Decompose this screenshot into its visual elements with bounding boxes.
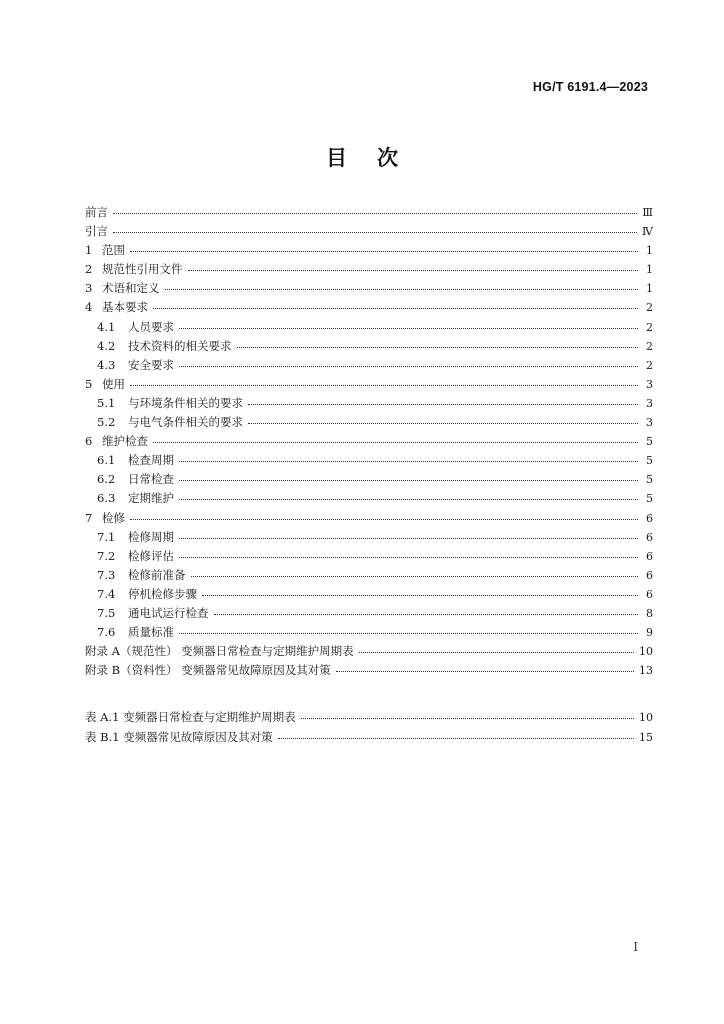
toc-entry-number: 7.5 xyxy=(97,605,116,620)
toc-entry[interactable] xyxy=(85,432,653,451)
toc-entry-title: 检查周期 xyxy=(128,453,174,468)
dot-leader xyxy=(113,203,637,214)
toc-entry-label xyxy=(97,337,232,356)
toc-entry-title: 技术资料的相关要求 xyxy=(128,338,232,353)
toc-entry-number: 5 xyxy=(85,376,93,391)
toc-entry-number: 7 xyxy=(85,510,93,525)
toc-entry-page: 6 xyxy=(646,549,653,563)
toc-entry-title: 与电气条件相关的要求 xyxy=(128,415,243,430)
toc-entry-number: 4.3 xyxy=(97,357,116,372)
toc-entry[interactable] xyxy=(85,260,653,279)
toc-entry-title: 检修前准备 xyxy=(128,567,186,582)
toc-entry-page: 6 xyxy=(646,530,653,544)
toc-entry-title: 安全要求 xyxy=(128,357,174,372)
toc-entry-number: 1 xyxy=(85,243,93,258)
toc-entry-page: 6 xyxy=(646,511,653,525)
toc-entry-page: 1 xyxy=(646,244,653,258)
dot-leader xyxy=(113,222,637,233)
toc-entry-title: 停机检修步骤 xyxy=(128,586,197,601)
dot-leader xyxy=(179,489,638,500)
dot-leader xyxy=(130,509,638,520)
dot-leader xyxy=(179,623,638,634)
toc-entry-title: 范围 xyxy=(102,243,125,258)
toc-entry-title: 定期维护 xyxy=(128,491,174,506)
toc-entry-title: 检修评估 xyxy=(128,548,174,563)
toc-entry-page: 2 xyxy=(646,301,653,315)
toc-entry-label xyxy=(97,356,174,375)
dot-leader xyxy=(165,279,639,290)
toc-entry[interactable] xyxy=(85,604,653,623)
toc-entry-title: 附录 B（资料性） 变频器常见故障原因及其对策 xyxy=(85,663,331,678)
toc-entry-page: 10 xyxy=(639,645,653,659)
dot-leader xyxy=(179,547,638,558)
toc-entry-label xyxy=(85,203,108,222)
toc-entry-number: 4.2 xyxy=(97,338,116,353)
toc-entry[interactable] xyxy=(85,203,653,222)
toc-entry-label xyxy=(97,394,243,413)
toc-entry-label xyxy=(97,413,243,432)
toc-entry[interactable] xyxy=(85,356,653,375)
toc-entry-page: 3 xyxy=(646,396,653,410)
toc-entry-label xyxy=(85,375,125,394)
toc-entry-page: 3 xyxy=(646,377,653,391)
toc-entry-page: 5 xyxy=(646,454,653,468)
toc-entry[interactable] xyxy=(85,547,653,566)
toc-entry[interactable] xyxy=(85,509,653,528)
toc-entry-title: 术语和定义 xyxy=(102,281,160,296)
dot-leader xyxy=(153,298,638,309)
toc-entry[interactable] xyxy=(85,661,653,680)
dot-leader xyxy=(359,642,634,653)
toc-entry-number: 5.2 xyxy=(97,415,116,430)
toc-entry-title: 日常检查 xyxy=(128,472,174,487)
toc-entry-number: 7.2 xyxy=(97,548,116,563)
toc-entry-label xyxy=(85,241,125,260)
table-list xyxy=(85,708,653,748)
toc-entry-label xyxy=(85,661,331,680)
toc-entry-label xyxy=(97,318,174,337)
table-of-contents xyxy=(85,203,653,680)
toc-entry[interactable] xyxy=(85,375,653,394)
toc-entry-label xyxy=(97,604,209,623)
toc-entry-title: 检修 xyxy=(102,510,125,525)
toc-entry-page: 6 xyxy=(646,587,653,601)
toc-entry-number: 7.4 xyxy=(97,586,116,601)
toc-entry-number: 4.1 xyxy=(97,319,116,334)
dot-leader xyxy=(179,356,638,367)
dot-leader xyxy=(179,528,638,539)
toc-entry-title: 前言 xyxy=(85,205,108,219)
toc-entry-page: 6 xyxy=(646,568,653,582)
toc-entry-page: 3 xyxy=(646,416,653,430)
dot-leader xyxy=(202,585,638,596)
dot-leader xyxy=(248,394,638,405)
toc-entry-page: 13 xyxy=(639,664,653,678)
toc-entry-label xyxy=(85,509,125,528)
toc-entry-label xyxy=(97,623,174,642)
toc-entry-label xyxy=(85,279,160,298)
dot-leader xyxy=(153,432,638,443)
toc-entry-number: 7.3 xyxy=(97,567,116,582)
toc-entry-page: 2 xyxy=(646,358,653,372)
toc-entry-number: 2 xyxy=(85,262,93,277)
toc-entry-number: 6.2 xyxy=(97,472,116,487)
toc-entry[interactable] xyxy=(85,566,653,585)
table-entry-page: 10 xyxy=(639,711,653,724)
toc-entry-page: 1 xyxy=(646,282,653,296)
toc-entry[interactable] xyxy=(85,642,653,661)
toc-entry-number: 3 xyxy=(85,281,93,296)
dot-leader xyxy=(179,451,638,462)
dot-leader xyxy=(248,413,638,424)
toc-entry-label xyxy=(85,222,108,241)
toc-entry-page: 9 xyxy=(646,626,653,640)
dot-leader xyxy=(188,260,639,271)
toc-entry[interactable] xyxy=(85,298,653,317)
toc-entry-page: 2 xyxy=(646,320,653,334)
toc-entry-title: 基本要求 xyxy=(102,300,148,315)
toc-entry-label xyxy=(97,470,174,489)
toc-entry-title: 质量标准 xyxy=(128,625,174,640)
dot-leader xyxy=(237,337,639,348)
dot-leader xyxy=(301,708,634,719)
toc-entry[interactable] xyxy=(85,451,653,470)
dot-leader xyxy=(179,318,638,329)
toc-entry-label xyxy=(85,642,354,661)
toc-entry-title: 附录 A（规范性） 变频器日常检查与定期维护周期表 xyxy=(85,644,354,659)
table-entry-title: 表 A.1 变频器日常检查与定期维护周期表 xyxy=(85,710,296,724)
toc-entry-title: 规范性引用文件 xyxy=(102,262,183,277)
toc-entry-title: 检修周期 xyxy=(128,529,174,544)
toc-entry-label xyxy=(97,451,174,470)
toc-entry-title: 引言 xyxy=(85,224,108,239)
dot-leader xyxy=(336,661,634,672)
toc-entry[interactable] xyxy=(85,528,653,547)
toc-entry-label xyxy=(97,566,186,585)
toc-entry-page: Ⅳ xyxy=(642,225,653,239)
table-entry-title: 表 B.1 变频器常见故障原因及其对策 xyxy=(85,730,273,744)
toc-entry[interactable] xyxy=(85,337,653,356)
toc-entry-page: 1 xyxy=(646,263,653,277)
toc-entry-title: 通电试运行检查 xyxy=(128,605,209,620)
toc-entry-label xyxy=(85,298,148,317)
toc-entry-label xyxy=(85,432,148,451)
toc-entry-label xyxy=(97,528,174,547)
dot-leader xyxy=(130,375,638,386)
toc-entry-title: 使用 xyxy=(102,376,125,391)
table-entry[interactable] xyxy=(85,728,653,748)
toc-entry-label xyxy=(97,489,174,508)
toc-entry-page: 5 xyxy=(646,492,653,506)
toc-entry-label xyxy=(97,585,197,604)
dot-leader xyxy=(214,604,639,615)
toc-entry-page: 5 xyxy=(646,435,653,449)
dot-leader xyxy=(191,566,639,577)
toc-entry[interactable] xyxy=(85,241,653,260)
table-entry-page: 15 xyxy=(639,731,653,744)
toc-entry-page: Ⅲ xyxy=(642,206,653,219)
page-number: I xyxy=(633,940,638,954)
toc-entry-number: 4 xyxy=(85,300,93,315)
toc-entry-title: 人员要求 xyxy=(128,319,174,334)
toc-entry-number: 6.3 xyxy=(97,491,116,506)
toc-entry-number: 6.1 xyxy=(97,453,116,468)
toc-entry-title: 与环境条件相关的要求 xyxy=(128,395,243,410)
toc-entry-page: 2 xyxy=(646,339,653,353)
toc-entry[interactable] xyxy=(85,413,653,432)
toc-entry-number: 7.1 xyxy=(97,529,116,544)
dot-leader xyxy=(130,241,638,252)
toc-entry[interactable] xyxy=(85,394,653,413)
dot-leader xyxy=(278,728,634,739)
toc-entry-number: 6 xyxy=(85,434,93,449)
toc-entry-title: 维护检查 xyxy=(102,434,148,449)
toc-entry[interactable] xyxy=(85,585,653,604)
toc-entry[interactable] xyxy=(85,489,653,508)
toc-entry[interactable] xyxy=(85,623,653,642)
toc-entry-number: 5.1 xyxy=(97,395,116,410)
toc-entry-page: 8 xyxy=(646,606,653,620)
toc-entry-label xyxy=(85,260,183,279)
table-entry[interactable] xyxy=(85,708,653,728)
page-title: 目次 xyxy=(326,146,428,170)
toc-entry[interactable] xyxy=(85,222,653,241)
toc-entry-number: 7.6 xyxy=(97,625,116,640)
toc-entry-label xyxy=(97,547,174,566)
toc-entry[interactable] xyxy=(85,279,653,298)
toc-entry[interactable] xyxy=(85,318,653,337)
dot-leader xyxy=(179,470,638,481)
toc-entry-page: 5 xyxy=(646,473,653,487)
standard-code: HG/T 6191.4—2023 xyxy=(532,80,648,94)
toc-entry[interactable] xyxy=(85,470,653,489)
